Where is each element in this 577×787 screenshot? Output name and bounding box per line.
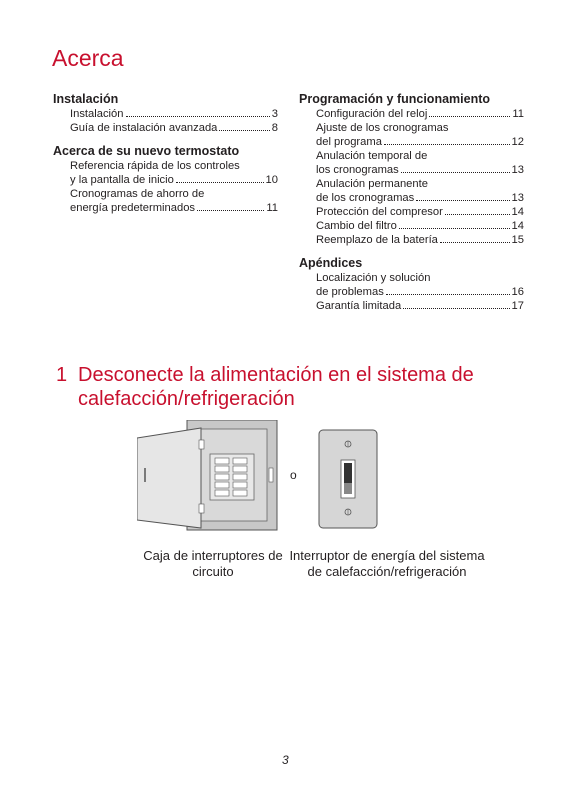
step-text: Desconecte la alimentación en el sistema de calefacción/refrigeración: [78, 364, 474, 410]
toc-entry-text: los cronogramas: [316, 164, 399, 176]
toc-right-column: [299, 92, 524, 322]
toc-entry[interactable]: [53, 187, 278, 215]
toc-section: [53, 92, 278, 135]
page-title: Acerca: [52, 45, 124, 71]
dot-leader: [440, 242, 510, 243]
dot-leader: [399, 228, 510, 229]
dot-leader: [416, 200, 509, 201]
toc-entry-text: Guía de instalación avanzada: [70, 122, 218, 134]
breaker-box-door: [137, 428, 201, 528]
toc-section-heading: Apéndices: [299, 256, 363, 270]
step-heading: [56, 363, 526, 411]
step-number: 1: [56, 364, 68, 386]
toc-page-number: 8: [271, 122, 278, 134]
illustration: [137, 420, 397, 540]
toc-entry-text: Anulación permanente: [316, 178, 428, 190]
toc-entry-text: Garantía limitada: [316, 300, 402, 312]
toc-entry-text: Referencia rápida de los controles: [70, 160, 240, 172]
toc-page-number: 13: [511, 164, 524, 176]
toc-entry-text: y la pantalla de inicio: [70, 174, 174, 186]
caption-breaker-box: Caja de interruptores de circuito: [143, 548, 283, 579]
switch-toggle: [344, 463, 352, 483]
toc-page-number: 14: [511, 220, 524, 232]
toc-entry[interactable]: [299, 299, 524, 313]
toc-left-column: [53, 92, 278, 224]
toc-entry-text: del programa: [316, 136, 382, 148]
page-number: 3: [282, 753, 289, 767]
toc-entry-text: Anulación temporal de: [316, 150, 428, 162]
power-off-illustration: [137, 420, 397, 535]
toc-entry-text: Instalación: [70, 108, 124, 120]
caption-power-switch: Interruptor de energía del sistema de calefacción/refrigeración: [289, 548, 485, 579]
toc-entry[interactable]: [299, 107, 524, 121]
toc-entry[interactable]: [299, 271, 524, 299]
toc-page-number: 12: [511, 136, 524, 148]
dot-leader: [384, 144, 510, 145]
toc-page-number: 3: [271, 108, 278, 120]
dot-leader: [429, 116, 510, 117]
toc-entry[interactable]: [299, 177, 524, 205]
toc-page-number: 11: [266, 202, 278, 214]
toc-entry-text: Protección del compresor: [316, 206, 443, 218]
toc-entry[interactable]: [299, 219, 524, 233]
toc-entry-text: Cronogramas de ahorro de: [70, 188, 205, 200]
toc-entry-text: energía predeterminados: [70, 202, 196, 214]
toc-page-number: 11: [512, 108, 524, 120]
toc-page-number: 16: [511, 286, 524, 298]
toc-entry-text: de los cronogramas: [316, 192, 415, 204]
toc-page-number: 13: [511, 192, 524, 204]
toc-entry-text: de problemas: [316, 286, 384, 298]
toc-section: [299, 92, 524, 247]
dot-leader: [197, 210, 264, 211]
toc-section-heading: Programación y funcionamiento: [299, 92, 491, 106]
toc-entry[interactable]: [299, 149, 524, 177]
toc-entry-text: Localización y solución: [316, 272, 431, 284]
dot-leader: [445, 214, 510, 215]
toc-section: [299, 256, 524, 313]
toc-entry[interactable]: [53, 107, 278, 121]
toc-section-heading: Acerca de su nuevo termostato: [53, 144, 240, 158]
toc-page-number: 14: [511, 206, 524, 218]
toc-page-number: 10: [265, 174, 278, 186]
toc-section-heading: Instalación: [53, 92, 119, 106]
toc-entry-text: Ajuste de los cronogramas: [316, 122, 449, 134]
toc-entry[interactable]: [299, 121, 524, 149]
toc-entry[interactable]: [299, 233, 524, 247]
dot-leader: [176, 182, 264, 183]
dot-leader: [401, 172, 510, 173]
dot-leader: [403, 308, 509, 309]
or-label: o: [290, 468, 297, 482]
toc-entry[interactable]: [53, 121, 278, 135]
dot-leader: [386, 294, 510, 295]
toc-entry-text: Configuración del reloj: [316, 108, 428, 120]
toc-page-number: 17: [511, 300, 524, 312]
toc-entry-text: Cambio del filtro: [316, 220, 397, 232]
toc-entry[interactable]: [53, 159, 278, 187]
toc-entry-text: Reemplazo de la batería: [316, 234, 438, 246]
toc-page-number: 15: [511, 234, 524, 246]
dot-leader: [126, 116, 270, 117]
toc-entry[interactable]: [299, 205, 524, 219]
toc-section: [53, 144, 278, 215]
dot-leader: [219, 130, 269, 131]
